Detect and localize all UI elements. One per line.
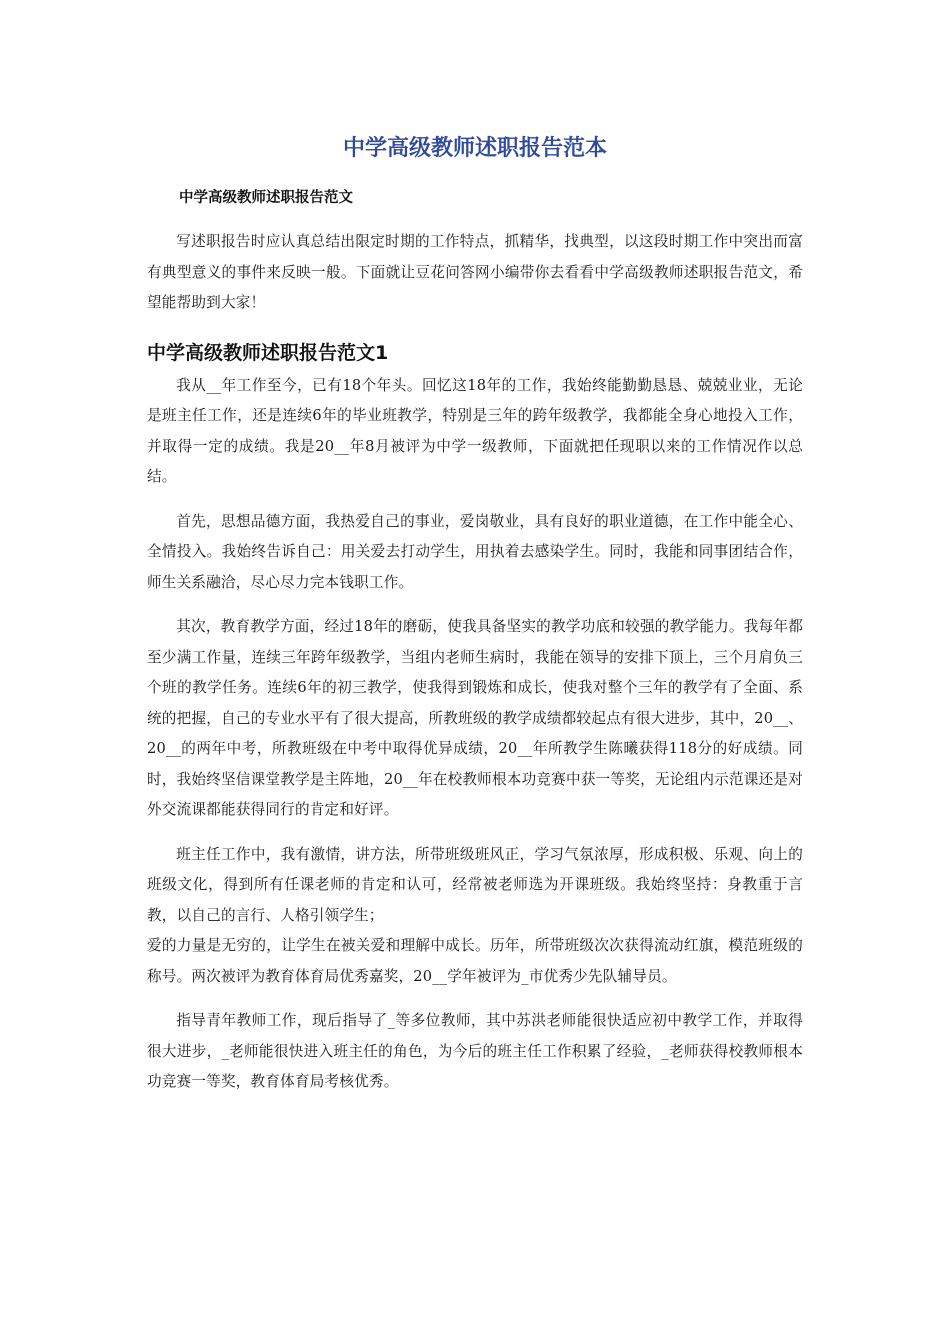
document-title: 中学高级教师述职报告范本 [342,136,607,161]
body-paragraph-4: 班主任工作中，我有激情，讲方法，所带班级班风正，学习气氛浓厚，形成积极、乐观、向上的班级文化，得到所有任课老师的肯定和认可，经常被老师选为开课班级。我始终坚持：身教重于言教，以自己的言行、人格引领学生； [147,845,803,924]
intro-paragraph: 写述职报告时应认真总结出限定时期的工作特点，抓精华，找典型，以这段时期工作中突出而富有典型意义的事件来反映一般。下面就让豆花问答网小编带你去看看中学高级教师述职报告范文，希望能帮助到大家！ [147,233,803,311]
body-paragraph-6: 指导青年教师工作，现后指导了_等多位教师，其中苏洪老师能很快适应初中教学工作，并取得很大进步，_老师能很快进入班主任的角色，为今后的班主任工作积累了经验，_老师获得校教师根本功竞赛一等奖，教育体育局考核优秀。 [147,1012,803,1090]
body-paragraph-5: 爱的力量是无穷的，让学生在被关爱和理解中成长。历年，所带班级次次获得流动红旗，模范班级的称号。两次被评为教育体育局优秀嘉奖，20__学年被评为_市优秀少先队辅导员。 [147,937,803,985]
body-paragraph-3: 其次，教育教学方面，经过18年的磨砺，使我具备坚实的教学功底和较强的教学能力。我每年都至少满工作量，连续三年跨年级教学，当组内老师生病时，我能在领导的安排下顶上，三个月肩负三个班的教学任务。连续6年的初三教学，使我得到锻炼和成长，使我对整个三年的教学有了全面、系统的把握，自己的专业水平有了很大提高，所教班级的教学成绩都较起点有很大进步，其中，20__、20__的两年中考，所教班级在中考中取得优异成绩，20__年所教学生陈曦获得118分的好成绩。同时，我始终坚信课堂教学是主阵地，20__年在校教师根本功竞赛中获一等奖，无论组内示范课还是对外交流课都能获得同行的肯定和好评。 [147,618,803,818]
body-paragraph-2: 首先，思想品德方面，我热爱自己的事业，爱岗敬业，具有良好的职业道德，在工作中能全心、全情投入。我始终告诉自己：用关爱去打动学生，用执着去感染学生。同时，我能和同事团结合作，师生关系融洽，尽心尽力完本钱职工作。 [147,512,803,591]
body-paragraph-1: 我从__年工作至今，已有18个年头。回忆这18年的工作，我始终能勤勤恳恳、兢兢业业，无论是班主任工作，还是连续6年的毕业班教学，特别是三年的跨年级教学，我都能全身心地投入工作，并取得一定的成绩。我是20__年8月被评为中学一级教师，下面就把任现职以来的工作情况作以总结。 [147,376,803,485]
document-subtitle: 中学高级教师述职报告范文 [179,190,353,206]
section-heading: 中学高级教师述职报告范文1 [147,341,389,364]
document-body [147,132,803,1098]
